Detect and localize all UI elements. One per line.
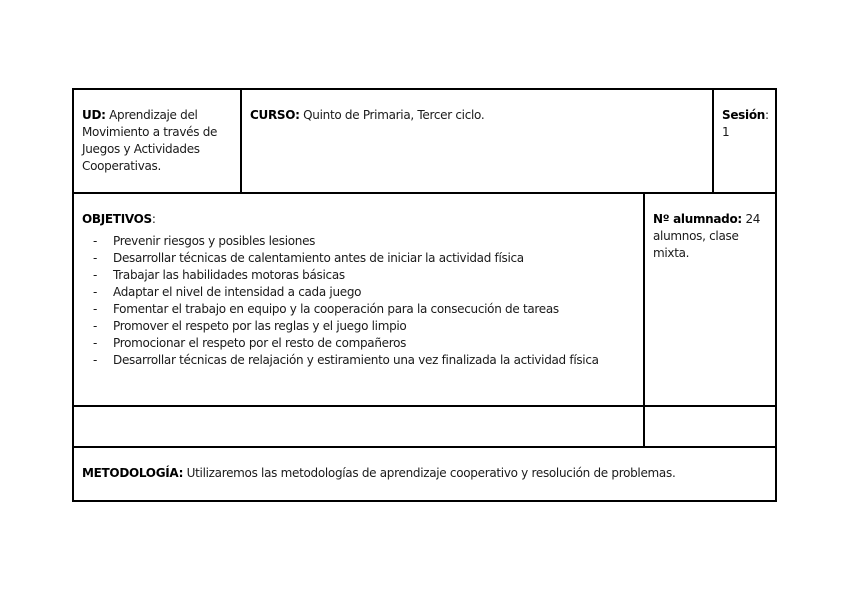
ud-label: UD: <box>82 108 106 122</box>
curso-value: Quinto de Primaria, Tercer ciclo. <box>303 108 485 122</box>
alumnado-value: 24 alumnos, clase mixta. <box>653 212 761 260</box>
list-item: - Fomentar el trabajo en equipo y la cooperación para la consecución de tareas <box>82 301 635 318</box>
objetivos-colon: : <box>151 212 156 226</box>
empty-cell-right <box>643 405 777 448</box>
objetivos-list <box>82 233 635 369</box>
sesion-label: Sesión <box>722 108 766 122</box>
curso-label: CURSO: <box>250 108 300 122</box>
empty-cell-left <box>72 405 645 448</box>
list-item: - Adaptar el nivel de intensidad a cada juego <box>82 284 635 301</box>
curso-cell <box>240 88 714 194</box>
session-plan-table <box>72 88 777 502</box>
metodologia-label: METODOLOGÍA: <box>82 466 184 480</box>
sesion-value: 1 <box>722 125 730 139</box>
metodologia-value: Utilizaremos las metodologías de aprendizaje cooperativo y resolución de problemas. <box>186 466 676 480</box>
metodologia-cell <box>72 446 777 502</box>
alumnado-cell <box>643 192 777 407</box>
list-item: - Prevenir riesgos y posibles lesiones <box>82 233 635 250</box>
list-item: - Promocionar el respeto por el resto de compañeros <box>82 335 635 352</box>
list-item: - Desarrollar técnicas de calentamiento antes de iniciar la actividad física <box>82 250 635 267</box>
ud-cell <box>72 88 242 194</box>
objetivos-label: OBJETIVOS <box>82 212 152 226</box>
list-item: - Trabajar las habilidades motoras básicas <box>82 267 635 284</box>
sesion-colon: : <box>765 108 769 122</box>
objetivos-cell <box>72 192 645 407</box>
ud-value: Aprendizaje del Movimiento a través de Juegos y Actividades Cooperativas. <box>82 108 218 173</box>
list-item: - Desarrollar técnicas de relajación y estiramiento una vez finalizada la actividad física <box>82 352 635 369</box>
alumnado-label: Nº alumnado: <box>653 212 742 226</box>
sesion-cell <box>712 88 777 194</box>
list-item: - Promover el respeto por las reglas y el juego limpio <box>82 318 635 335</box>
